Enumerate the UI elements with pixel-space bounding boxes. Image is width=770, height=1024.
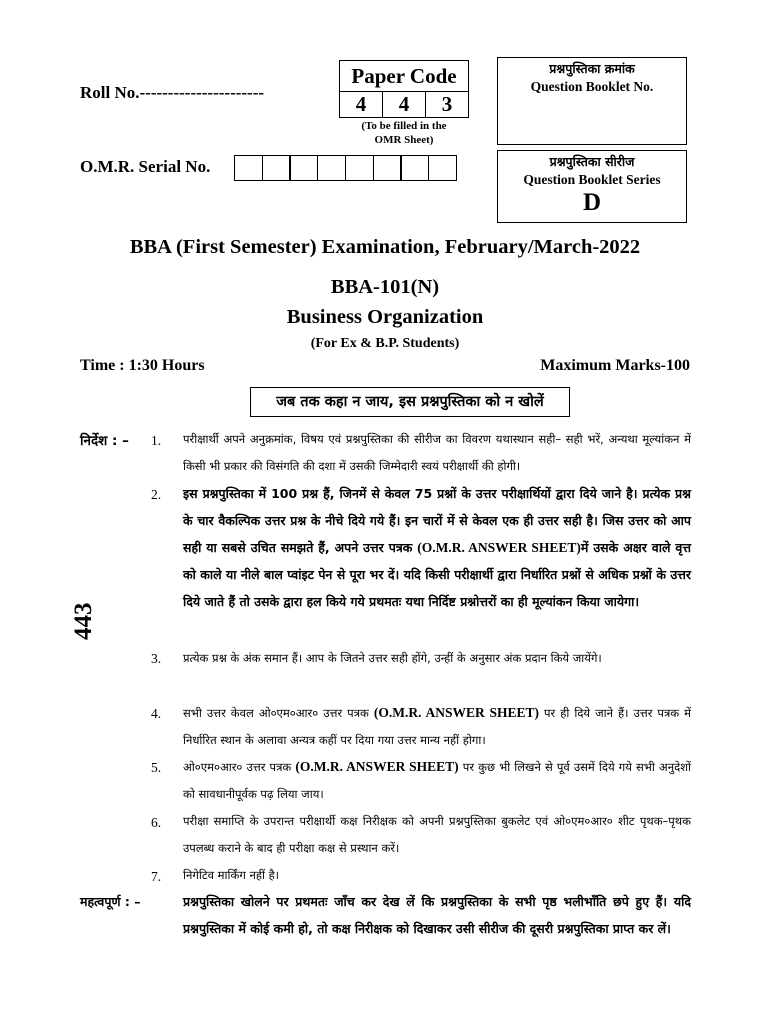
paper-code-digit: 4 [340, 91, 383, 118]
question-booklet-no-box [497, 57, 687, 145]
paper-code-box [339, 60, 469, 118]
instruction-7: निगेटिव मार्किंग नहीं है। [183, 868, 280, 882]
instruction-number: 7. [151, 869, 162, 884]
omr-serial-box [373, 155, 402, 181]
exam-title: BBA (First Semester) Examination, February/March-2022 [129, 236, 641, 258]
roll-no-field: Roll No.---------------------- [80, 83, 265, 102]
omr-answer-sheet-term: (O.M.R. ANSWER SHEET) [373, 705, 539, 720]
omr-answer-sheet-term: (O.M.R. ANSWER SHEET) [417, 540, 581, 555]
paper-code-digits [340, 91, 468, 118]
paper-code-digit: 3 [441, 92, 453, 116]
instruction-4-part-a: सभी उत्तर केवल ओ०एम०आर० उत्तर पत्रक [183, 706, 369, 720]
omr-serial-box [289, 155, 318, 181]
side-paper-code: 443 [70, 602, 97, 640]
omr-serial-box [428, 155, 457, 181]
do-not-open-warning: जब तक कहा न जाय, इस प्रश्नपुस्तिका को न खोलें [250, 387, 570, 417]
instruction-number: 2. [151, 487, 162, 502]
instruction-2 [183, 480, 691, 615]
omr-serial-boxes [234, 155, 456, 181]
question-booklet-no-hindi: प्रश्नपुस्तिका क्रमांक [549, 61, 635, 76]
course-code: BBA-101(N) [330, 276, 440, 298]
instruction-5-part-b: पर कुछ भी लिखने से पूर्व उसमें दिये गये सभी अनुदेशों को सावधानीपूर्वक पढ़ लिया जाय। [183, 760, 692, 801]
omr-serial-label: O.M.R. Serial No. [80, 157, 211, 176]
instruction-3: प्रत्येक प्रश्न के अंक समान हैं। आप के जितने उत्तर सही होंगे, उन्हीं के अनुसार अंक प्रदान किये जायेंगे। [183, 651, 602, 665]
question-booklet-series-letter: D [582, 189, 602, 216]
omr-serial-box [234, 155, 263, 181]
question-booklet-no-label: Question Booklet No. [530, 79, 654, 94]
important-label: महत्वपूर्ण : – [80, 894, 141, 909]
omr-serial-box [345, 155, 374, 181]
instruction-5-part-a: ओ०एम०आर० उत्तर पत्रक [183, 760, 292, 774]
instruction-number: 1. [151, 433, 162, 448]
important-note: प्रश्नपुस्तिका खोलने पर प्रथमतः जाँच कर देख लें कि प्रश्नपुस्तिका के सभी पृष्ठ भलीभाँति छपे हुए हैं। यदि प्रश्नपुस्तिका में कोई कमी हो, तो कक्ष निरीक्षक को दिखाकर उसी सीरीज की दूसरी प्रश्नपुस्तिका प्राप्त कर लें। [183, 894, 691, 936]
for-students-note: (For Ex & B.P. Students) [310, 336, 460, 351]
question-booklet-series-label: Question Booklet Series [523, 172, 661, 187]
paper-code-title: Paper Code [340, 62, 468, 92]
instruction-number: 5. [151, 760, 162, 775]
instruction-4 [183, 699, 691, 754]
instruction-4-part-b: पर ही दिये जाने हैं। उत्तर पत्रक में निर्धारित स्थान के अलावा अन्यत्र कहीं पर दिया गया उत्तर मान्य नहीं होगा। [183, 706, 692, 747]
omr-serial-box [317, 155, 346, 181]
maximum-marks: Maximum Marks-100 [540, 357, 690, 374]
instructions-label: निर्देश : – [80, 433, 129, 449]
instruction-number: 3. [151, 651, 162, 666]
instruction-2-part-a: इस प्रश्नपुस्तिका में 100 प्रश्न हैं, जिनमें से केवल 75 प्रश्नों के उत्तर परीक्षार्थियों द्वारा दिये जाने है। प्रत्येक प्रश्न के चार वैकल्पिक उत्तर प्रश्न के नीचे दिये गये हैं। इन चारों में से केवल एक ही उत्तर सही है। जिस उत्तर को आप सही या सबसे उचित समझते हैं, अपने उत्तर पत्रक [183, 486, 691, 555]
instruction-number: 6. [151, 815, 162, 830]
instruction-6: परीक्षा समाप्ति के उपरान्त परीक्षार्थी कक्ष निरीक्षक को अपनी प्रश्नपुस्तिका बुकलेट एवं ओ०एम०आर० शीट पृथक–पृथक उपलब्ध कराने के बाद ही परीक्षा कक्ष से प्रस्थान करें। [183, 814, 691, 855]
instruction-2-part-b: में उसके अक्षर वाले वृत्त को काले या नीले बाल प्वांइट पेन से पूरा भर दें। यदि किसी परीक्षार्थी द्वारा निर्धारित प्रश्नों से अधिक प्रश्नों के उत्तर दिये जाते हैं तो उसके द्वारा हल किये गये प्रथमतः यथा निर्दिष्ट प्रश्नोत्तरों का ही मूल्यांकन किया जायेगा। [183, 540, 691, 609]
omr-serial-box [262, 155, 291, 181]
time-allowed: Time : 1:30 Hours [80, 357, 205, 374]
instruction-5 [183, 753, 691, 808]
instruction-number: 4. [151, 706, 162, 721]
paper-code-note-line: OMR Sheet) [374, 134, 434, 146]
instruction-1: परीक्षार्थी अपने अनुक्रमांक, विषय एवं प्रश्नपुस्तिका की सीरीज का विवरण यथास्थान सही– सही भरें, अन्यथा मूल्यांकन में किसी भी प्रकार की विसंगति की दशा में उसकी जिम्मेदारी स्वयं परीक्षार्थी की होगी। [183, 432, 691, 473]
paper-code-digit: 4 [383, 91, 426, 118]
omr-serial-box [400, 155, 429, 181]
question-booklet-series-box [497, 150, 687, 223]
omr-answer-sheet-term: (O.M.R. ANSWER SHEET) [295, 759, 459, 774]
question-booklet-series-hindi: प्रश्नपुस्तिका सीरीज [549, 154, 635, 169]
paper-code-note [339, 119, 469, 147]
paper-code-note-line: (To be filled in the [361, 120, 447, 132]
subject-title: Business Organization [286, 306, 484, 328]
